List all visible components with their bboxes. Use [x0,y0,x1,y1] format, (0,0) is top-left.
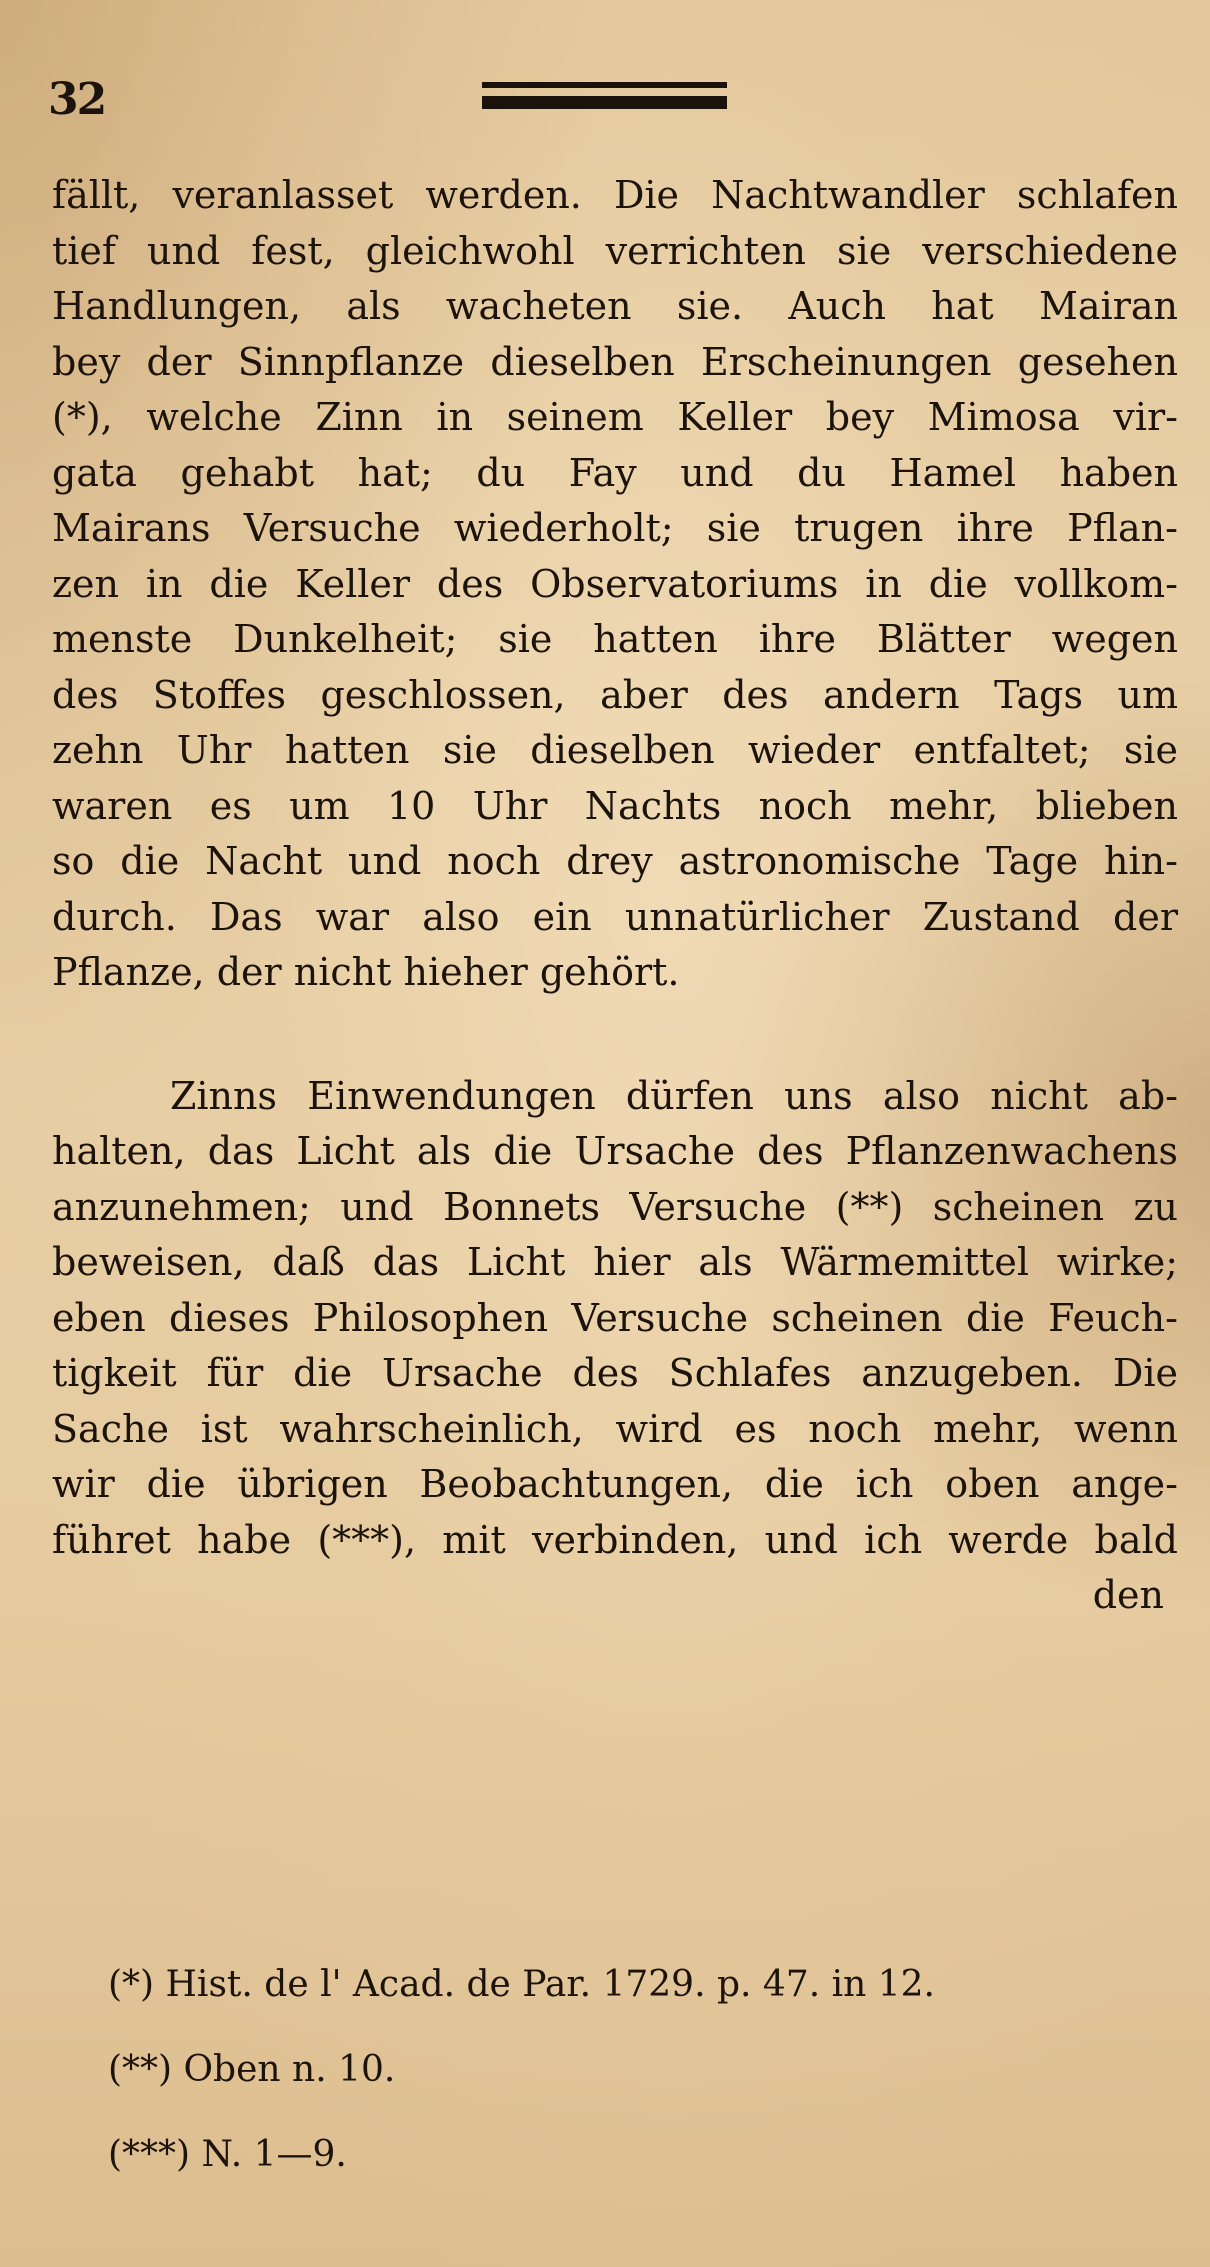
text-line: Mairans Versuche wiederholt; sie trugen ihre Pflan- [52,506,1178,550]
text-line: führet habe (***), mit verbinden, und ich werde bald [52,1517,1178,1562]
text-line: waren es um 10 Uhr Nachts noch mehr, blieben [52,783,1178,828]
main-text [52,168,1178,1624]
text-line: zehn Uhr hatten sie dieselben wieder entfaltet; sie [52,728,1178,772]
text-line: (*), welche Zinn in seinem Keller bey Mimosa vir- [52,395,1178,439]
text-line: so die Nacht und noch drey astronomische Tage hin- [52,839,1178,883]
text-line: bey der Sinnpflanze dieselben Erscheinungen gesehen [52,339,1178,384]
text-line: Handlungen, als wacheten sie. Auch hat Mairan [52,284,1178,328]
text-line: tief und fest, gleichwohl verrichten sie verschiedene [52,228,1178,273]
text-line: gata gehabt hat; du Fay und du Hamel haben [52,450,1178,495]
text-line: wir die übrigen Beobachtungen, die ich oben ange- [52,1462,1178,1506]
header-rule-thin [482,82,727,88]
text-line: anzunehmen; und Bonnets Versuche (**) scheinen zu [52,1184,1178,1229]
text-line: tigkeit für die Ursache des Schlafes anzugeben. Die [52,1351,1178,1395]
text-line: fällt, veranlasset werden. Die Nachtwandler schlafen [52,173,1178,217]
text-line: Sache ist wahrscheinlich, wird es noch mehr, wenn [52,1406,1178,1451]
footnotes [108,1942,1008,2197]
text-line: des Stoffes geschlossen, aber des andern Tags um [52,672,1178,717]
text-line: menste Dunkelheit; sie hatten ihre Blätter wegen [52,617,1178,661]
catchword: den [1092,1573,1164,1617]
text-line: Zinns Einwendungen dürfen uns also nicht ab- [170,1073,1178,1118]
paragraph-gap [52,1001,1178,1069]
footnote: (***) N. 1—9. [108,2134,347,2175]
text-line: durch. Das war also ein unnatürlicher Zustand der [52,894,1178,939]
header-rule-thick [482,96,727,109]
text-line: Pflanze, der nicht hieher gehört. [52,950,680,994]
text-line: zen in die Keller des Observatoriums in die vollkom- [52,561,1178,606]
text-line: eben dieses Philosophen Versuche scheinen die Feuch- [52,1295,1178,1340]
text-line: beweisen, daß das Licht hier als Wärmemittel wirke; [52,1240,1178,1284]
footnote: (*) Hist. de l' Acad. de Par. 1729. p. 47. in 12. [108,1964,935,2005]
page-number: 32 [48,74,106,125]
text-line: halten, das Licht als die Ursache des Pflanzenwachens [52,1129,1178,1173]
footnote: (**) Oben n. 10. [108,2049,396,2090]
